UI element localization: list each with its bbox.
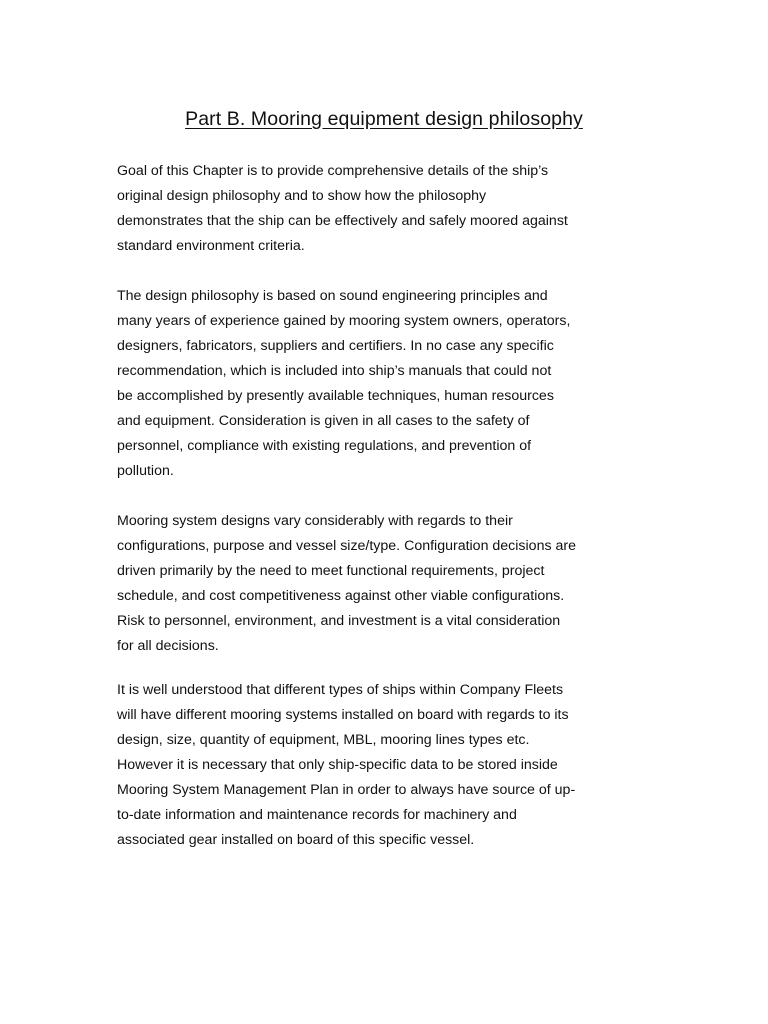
page-title: Part B. Mooring equipment design philosophy	[185, 108, 583, 130]
paragraph-ship-specific-data: It is well understood that different types of ships within Company Fleets will have different mooring systems installed on board with regards to its design, size, quantity of equipment, MBL, mooring lines types etc. However it is necessary that only ship-specific data to be stored inside Mooring System Management Plan in order to always have source of up- to-date information and maintenance records for machinery and associated gear installed on board of this specific vessel.	[117, 682, 576, 848]
paragraph-system-designs: Mooring system designs vary considerably with regards to their configurations, purpose and vessel size/type. Configuration decisions are driven primarily by the need to meet functional requirements, project schedule, and cost competitiveness against other viable configurations. Risk to personnel, environment, and investment is a vital consideration for all decisions.	[117, 513, 576, 654]
paragraph-goal: Goal of this Chapter is to provide comprehensive details of the ship’s original design philosophy and to show how the philosophy demonstrates that the ship can be effectively and safely moored against standard environment criteria.	[117, 163, 568, 254]
paragraph-design-basis: The design philosophy is based on sound engineering principles and many years of experience gained by mooring system owners, operators, designers, fabricators, suppliers and certifiers. In no case any specific recommendation, which is included into ship’s manuals that could not be accomplished by presently available techniques, human resources and equipment. Consideration is given in all cases to the safety of personnel, compliance with existing regulations, and prevention of pollution.	[117, 288, 571, 479]
